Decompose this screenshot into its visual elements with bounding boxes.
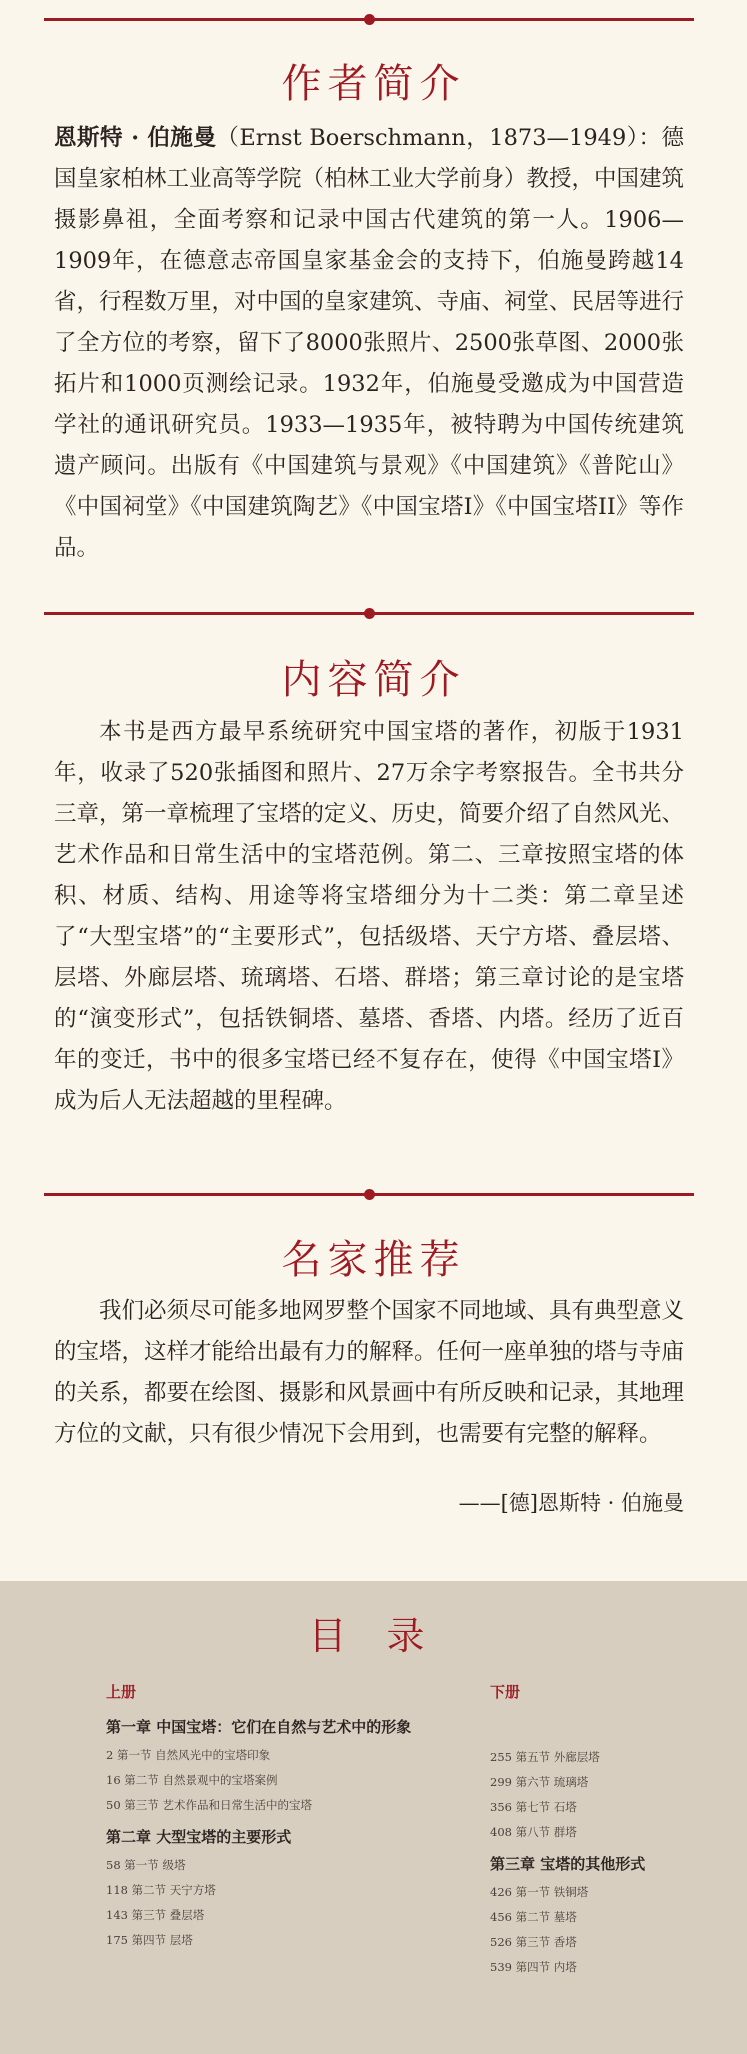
section-divider (44, 612, 694, 615)
toc-volume-2 (490, 1681, 710, 1980)
toc-entry: 408 第八节 群塔 (490, 1825, 577, 1839)
section-divider (44, 18, 694, 21)
author-heading: 作者简介 (281, 61, 466, 107)
toc-entry: 50 第三节 艺术作品和日常生活中的宝塔 (106, 1798, 312, 1812)
toc-entry: 299 第六节 琉璃塔 (490, 1775, 589, 1789)
toc-entry: 526 第三节 香塔 (490, 1935, 577, 1949)
toc-entry: 143 第三节 叠层塔 (106, 1908, 205, 1922)
toc-entry: 539 第四节 内塔 (490, 1960, 577, 1974)
toc-entry: 175 第四节 层塔 (106, 1933, 193, 1947)
recommend-paragraph: 我们必须尽可能多地网罗整个国家不同地域、具有典型意义的宝塔，这样才能给出最有力的解释。任何一座单独的塔与寺庙的关系，都要在绘图、摄影和风景画中有所反映和记录，其地理方位的文献，只有很少情况下会用到，也需要有完整的解释。 (54, 1298, 685, 1447)
toc-chapter: 第二章 大型宝塔的主要形式 (106, 1828, 292, 1846)
volume-2-label: 下册 (490, 1683, 521, 1701)
volume-1-label: 上册 (106, 1683, 137, 1701)
toc-entry: 118 第二节 天宁方塔 (106, 1883, 216, 1897)
toc-chapter: 第一章 中国宝塔：它们在自然与艺术中的形象 (106, 1718, 412, 1736)
section-divider (44, 1193, 694, 1196)
table-of-contents (0, 1581, 747, 2054)
content-paragraph: 本书是西方最早系统研究中国宝塔的著作，初版于1931年，收录了520张插图和照片、27万余字考察报告。全书共分三章，第一章梳理了宝塔的定义、历史，简要介绍了自然风光、艺术作品和日常生活中的宝塔范例。第二、三章按照宝塔的体积、材质、结构、用途等将宝塔细分为十二类：第二章呈述了“大型宝塔”的“主要形式”，包括级塔、天宁方塔、叠层塔、层塔、外廊层塔、琉璃塔、石塔、群塔；第三章讨论的是宝塔的“演变形式”，包括铁铜塔、墓塔、香塔、内塔。经历了近百年的变迁，书中的很多宝塔已经不复存在，使得《中国宝塔Ⅰ》成为后人无法超越的里程碑。 (54, 719, 685, 1114)
toc-entry: 356 第七节 石塔 (490, 1800, 577, 1814)
content-heading: 内容简介 (281, 657, 466, 703)
divider-dot (364, 14, 375, 25)
toc-chapter: 第三章 宝塔的其他形式 (490, 1855, 646, 1873)
recommend-heading: 名家推荐 (281, 1237, 466, 1283)
toc-entry: 456 第二节 墓塔 (490, 1910, 577, 1924)
toc-entry: 426 第一节 铁铜塔 (490, 1885, 589, 1899)
divider-dot (364, 1189, 375, 1200)
author-name: 恩斯特 · 伯施曼 (54, 125, 217, 151)
author-body: （Ernst Boerschmann，1873—1949）：德国皇家柏林工业高等学院（柏林工业大学前身）教授，中国建筑摄影鼻祖，全面考察和记录中国古代建筑的第一人。1906—1909年，在德意志帝国皇家基金会的支持下，伯施曼跨越14省，行程数万里，对中国的皇家建筑、寺庙、祠堂、民居等进行了全方位的考察，留下了8000张照片、2500张草图、2000张拓片和1000页测绘记录。1932年，伯施曼受邀成为中国营造学社的通讯研究员。1933—1935年，被特聘为中国传统建筑遗产顾问。出版有《中国建筑与景观》《中国建筑》《普陀山》《中国祠堂》《中国建筑陶艺》《中国宝塔I》《中国宝塔II》等作品。 (54, 125, 685, 561)
toc-entry: 58 第一节 级塔 (106, 1858, 186, 1872)
toc-entry: 255 第五节 外廊层塔 (490, 1750, 600, 1764)
toc-spacer (490, 1716, 710, 1745)
divider-dot (364, 608, 375, 619)
toc-entry: 2 第一节 自然风光中的宝塔印象 (106, 1748, 271, 1762)
toc-title: 目 录 (308, 1614, 439, 1658)
toc-entry: 16 第二节 自然景观中的宝塔案例 (106, 1773, 278, 1787)
author-paragraph (54, 118, 684, 569)
recommend-attribution: ——[德]恩斯特 · 伯施曼 (458, 1491, 684, 1515)
toc-volume-1 (106, 1681, 466, 1953)
